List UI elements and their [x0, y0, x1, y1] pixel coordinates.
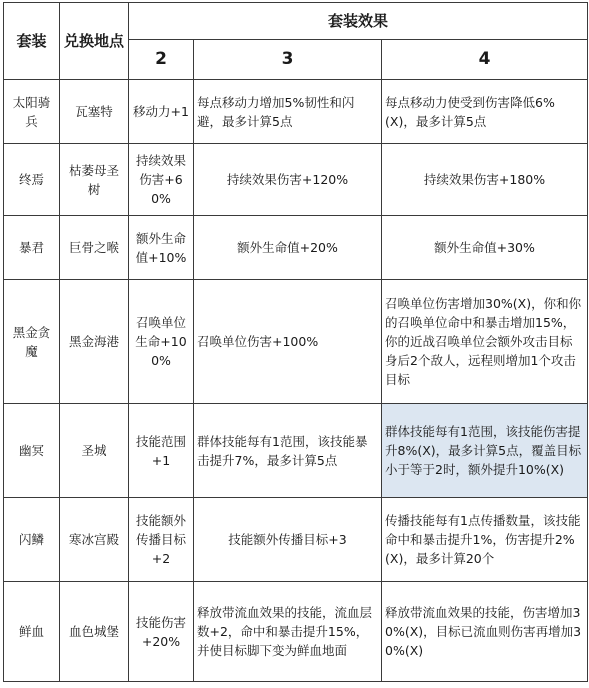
table-row — [4, 404, 588, 498]
effect-tier-3: 召唤单位伤害+100% — [194, 280, 382, 404]
effect-tier-3: 每点移动力增加5%韧性和闪避，最多计算5点 — [194, 80, 382, 144]
set-name: 幽冥 — [4, 404, 60, 498]
effect-tier-3: 持续效果伤害+120% — [194, 144, 382, 216]
exchange-location: 寒冰宫殿 — [60, 498, 129, 582]
header-tier-3: 3 — [194, 40, 382, 80]
effect-tier-4: 持续效果伤害+180% — [382, 144, 588, 216]
header-row-top — [4, 3, 588, 40]
table-row — [4, 582, 588, 682]
effect-tier-3: 释放带流血效果的技能，流血层数+2，命中和暴击提升15%，并使目标脚下变为鲜血地面 — [194, 582, 382, 682]
effect-tier-2: 持续效果伤害+60% — [129, 144, 194, 216]
exchange-location: 枯萎母圣树 — [60, 144, 129, 216]
set-effects-table — [3, 2, 588, 682]
effect-tier-3: 技能额外传播目标+3 — [194, 498, 382, 582]
effect-tier-2: 额外生命值+10% — [129, 216, 194, 280]
header-tier-4: 4 — [382, 40, 588, 80]
effect-tier-2: 召唤单位生命+100% — [129, 280, 194, 404]
exchange-location: 巨骨之喉 — [60, 216, 129, 280]
table-row — [4, 280, 588, 404]
set-name: 黑金贪魔 — [4, 280, 60, 404]
effect-tier-4: 额外生命值+30% — [382, 216, 588, 280]
effect-tier-4: 每点移动力使受到伤害降低6%(X)，最多计算5点 — [382, 80, 588, 144]
table-row — [4, 216, 588, 280]
set-name: 鲜血 — [4, 582, 60, 682]
effect-tier-4: 传播技能每有1点传播数量，该技能命中和暴击提升1%，伤害提升2%(X)，最多计算20个 — [382, 498, 588, 582]
effect-tier-3: 额外生命值+20% — [194, 216, 382, 280]
effect-tier-4: 释放带流血效果的技能，伤害增加30%(X)，目标已流血则伤害再增加30%(X) — [382, 582, 588, 682]
exchange-location: 黑金海港 — [60, 280, 129, 404]
exchange-location: 血色城堡 — [60, 582, 129, 682]
set-name: 闪鳞 — [4, 498, 60, 582]
header-tier-2: 2 — [129, 40, 194, 80]
effect-tier-3: 群体技能每有1范围，该技能暴击提升7%，最多计算5点 — [194, 404, 382, 498]
table-row — [4, 498, 588, 582]
effect-tier-4: 召唤单位伤害增加30%(X)，你和你的召唤单位命中和暴击增加15%，你的近战召唤单位会额外攻击目标身后2个敌人，远程则增加1个攻击目标 — [382, 280, 588, 404]
set-name: 太阳骑兵 — [4, 80, 60, 144]
exchange-location: 圣城 — [60, 404, 129, 498]
header-set-effects: 套装效果 — [129, 3, 588, 40]
table-row — [4, 80, 588, 144]
table-row — [4, 144, 588, 216]
header-set: 套装 — [4, 3, 60, 80]
header-location: 兑换地点 — [60, 3, 129, 80]
effect-tier-2: 技能伤害+20% — [129, 582, 194, 682]
effect-tier-2: 移动力+1 — [129, 80, 194, 144]
effect-tier-2: 技能范围+1 — [129, 404, 194, 498]
set-name: 终焉 — [4, 144, 60, 216]
exchange-location: 瓦塞特 — [60, 80, 129, 144]
effect-tier-2: 技能额外传播目标+2 — [129, 498, 194, 582]
set-name: 暴君 — [4, 216, 60, 280]
effect-tier-4-highlighted: 群体技能每有1范围，该技能伤害提升8%(X)，最多计算5点，覆盖目标小于等于2时，额外提升10%(X) — [382, 404, 588, 498]
